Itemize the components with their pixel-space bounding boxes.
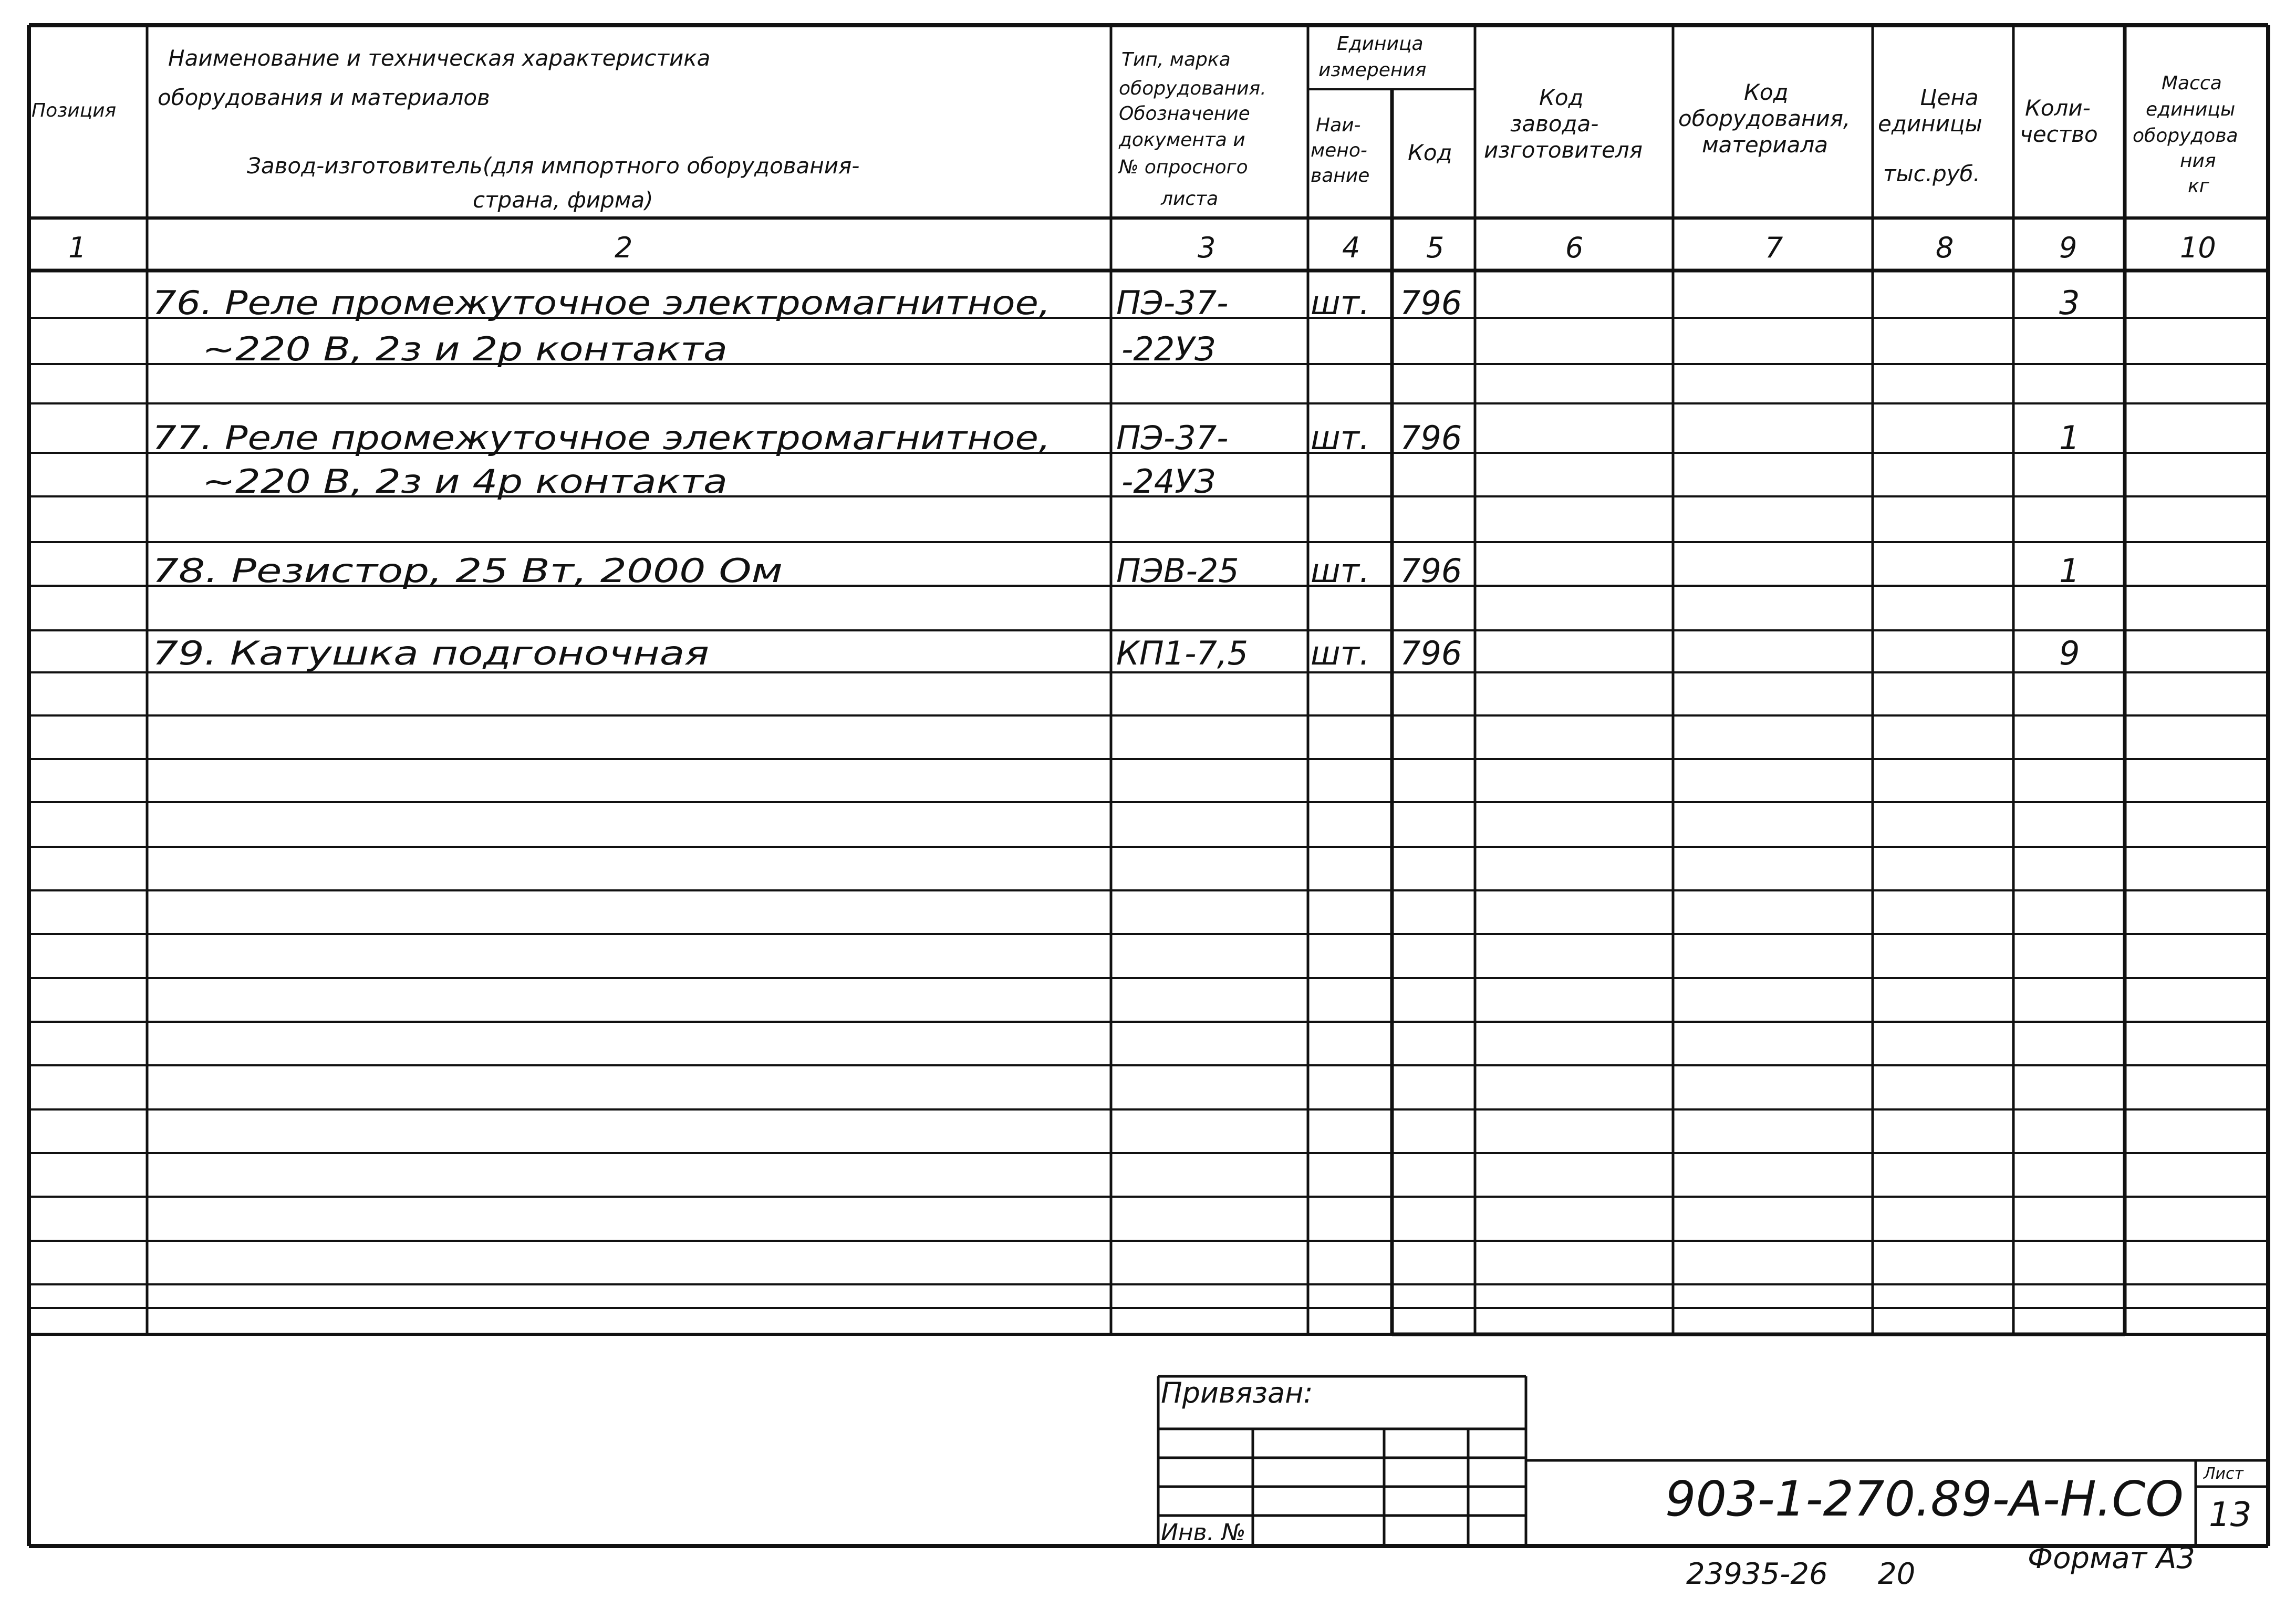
header-mass-2: единицы — [2146, 99, 2236, 120]
document-code: 903-1-270.89-А-Н.СО — [1665, 1471, 2184, 1527]
header-name-line3: Завод-изготовитель(для импортного оборудования- — [247, 153, 860, 179]
row-type: КП1-7,5 — [1116, 634, 1249, 672]
sheet-frame — [29, 25, 2268, 1546]
header-unit-title-2: измерения — [1318, 59, 1427, 81]
header-name-line1: Наименование и техническая характеристика — [168, 45, 711, 71]
footer — [1686, 1541, 2195, 1591]
header-equip-code-3: материала — [1702, 132, 1829, 158]
table-row — [151, 634, 2080, 672]
column-number-9: 9 — [2059, 231, 2077, 264]
header-mass-4: ния — [2180, 150, 2216, 172]
header-type-line1: Тип, марка — [1121, 49, 1231, 70]
header-type-line4: документа и — [1119, 129, 1245, 151]
row-type: ПЭ-37- — [1116, 284, 1229, 322]
header-unit-name-1: Наи- — [1316, 115, 1361, 136]
row-code: 796 — [1400, 284, 1462, 322]
header-name-line4: страна, фирма) — [473, 187, 653, 213]
header-mass-3: оборудова — [2133, 125, 2238, 147]
header-unit-name-2: мено- — [1311, 140, 1367, 161]
column-number-5: 5 — [1426, 231, 1445, 264]
row-name: 77. Реле промежуточное электромагнитное, — [152, 419, 1051, 457]
format-label: Формат А3 — [2028, 1541, 2195, 1575]
row-unit: шт. — [1311, 284, 1370, 322]
column-number-row — [68, 231, 2216, 264]
header-mass-1: Масса — [2162, 72, 2222, 94]
table-row — [189, 462, 1215, 501]
header-price-1: Цена — [1920, 85, 1979, 110]
table-header — [32, 33, 2238, 213]
column-number-7: 7 — [1765, 231, 1783, 264]
row-name: ~220 В, 2з и 2р контакта — [202, 330, 728, 368]
header-qty-2: чество — [2020, 121, 2098, 147]
table-row — [151, 284, 2080, 322]
row-type: -24УЗ — [1121, 462, 1215, 501]
header-unit-code: Код — [1408, 140, 1452, 165]
header-plant-code-2: завода- — [1510, 111, 1599, 137]
column-number-10: 10 — [2180, 231, 2216, 264]
header-price-3: тыс.руб. — [1883, 161, 1980, 186]
header-type-line3: Обозначение — [1119, 103, 1250, 124]
row-qty: 1 — [2059, 419, 2080, 457]
sheet-number: 13 — [2209, 1496, 2252, 1534]
row-name: 78. Резистор, 25 Вт, 2000 Ом — [152, 552, 783, 590]
row-name: 76. Реле промежуточное электромагнитное, — [152, 284, 1051, 322]
header-equip-code-1: Код — [1744, 79, 1789, 105]
copy-number: 20 — [1878, 1557, 1916, 1591]
column-number-2: 2 — [615, 231, 633, 264]
header-equip-code-2: оборудования, — [1678, 106, 1851, 131]
table-column-lines — [147, 25, 2125, 1334]
row-name: 79. Катушка подгоночная — [152, 634, 709, 672]
row-qty: 1 — [2059, 552, 2080, 590]
row-qty: 3 — [2059, 284, 2080, 322]
column-number-8: 8 — [1936, 231, 1954, 264]
row-unit: шт. — [1311, 552, 1370, 590]
row-code: 796 — [1400, 419, 1462, 457]
header-unit-name-3: вание — [1311, 165, 1370, 186]
order-number: 23935-26 — [1686, 1557, 1828, 1591]
column-number-3: 3 — [1198, 231, 1216, 264]
row-unit: шт. — [1311, 419, 1370, 457]
header-price-2: единицы — [1878, 111, 1982, 137]
column-number-4: 4 — [1342, 231, 1360, 264]
header-type-line6: листа — [1161, 188, 1219, 210]
header-position: Позиция — [32, 100, 117, 121]
row-code: 796 — [1400, 634, 1462, 672]
header-unit-title-1: Единица — [1337, 33, 1424, 55]
row-unit: шт. — [1311, 634, 1370, 672]
header-mass-5: кг — [2188, 175, 2209, 197]
sheet-label: Лист — [2204, 1465, 2244, 1483]
header-qty-1: Коли- — [2025, 95, 2091, 121]
table-row — [151, 552, 2080, 590]
table-row — [151, 419, 2080, 457]
header-type-line2: оборудования. — [1119, 78, 1266, 99]
attached-label: Привязан: — [1161, 1376, 1313, 1409]
row-type: ПЭВ-25 — [1116, 552, 1239, 590]
row-type: -22УЗ — [1121, 330, 1215, 368]
inventory-number-label: Инв. № — [1161, 1519, 1246, 1546]
row-qty: 9 — [2059, 634, 2080, 672]
table-row — [189, 330, 1215, 368]
table-body — [151, 284, 2080, 672]
column-number-6: 6 — [1565, 231, 1584, 264]
header-type-line5: № опросного — [1119, 157, 1248, 178]
header-plant-code-1: Код — [1539, 85, 1584, 110]
row-code: 796 — [1400, 552, 1462, 590]
column-number-1: 1 — [68, 231, 87, 264]
header-plant-code-3: изготовителя — [1484, 137, 1643, 163]
row-name: ~220 В, 2з и 4р контакта — [202, 462, 728, 501]
row-type: ПЭ-37- — [1116, 419, 1229, 457]
header-name-line2: оборудования и материалов — [158, 85, 490, 110]
